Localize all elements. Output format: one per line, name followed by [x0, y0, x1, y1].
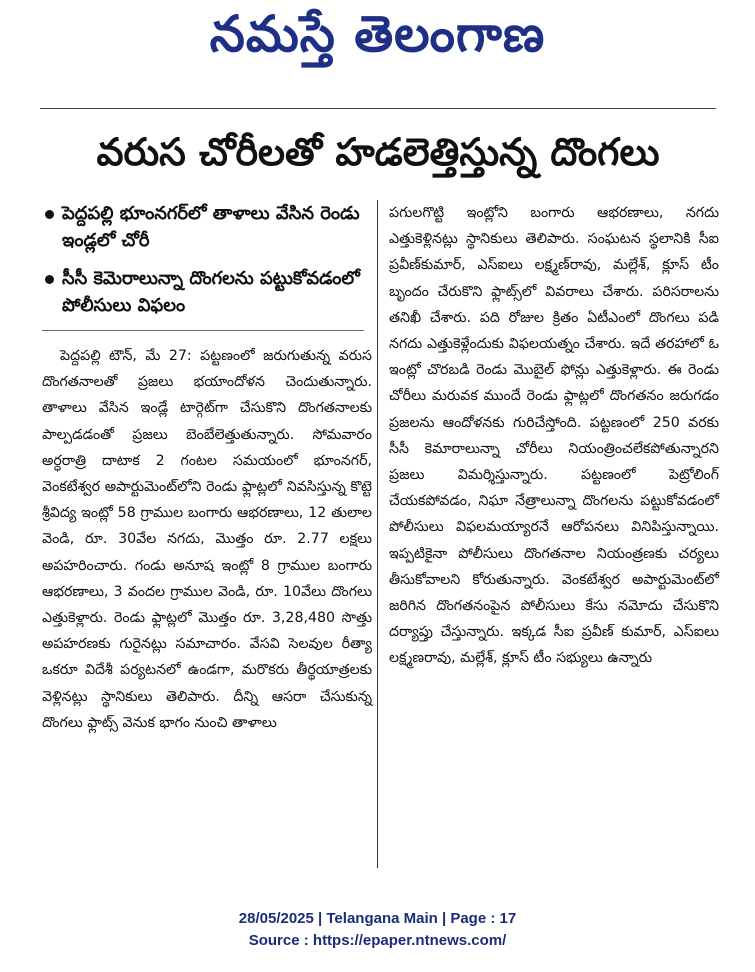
footer-date-edition: 28/05/2025 | Telangana Main | Page : 17 — [238, 910, 517, 927]
masthead-title: నమస్తే తెలంగాణ — [209, 4, 546, 63]
right-column-text: పగులగొట్టి ఇంట్లోని బంగారు ఆభరణాలు, నగదు ఎత్తుకెళ్లినట్లు స్థానికులు తెలిపారు. సంఘటన స్థలానికి సీఐ ప్రవీణ్‌కుమార్, ఎస్ఐలు లక్ష్మణ్‌రావు, మల్లేశ్, క్లూస్ టీం బృందం చేరుకొని ఫ్లాట్స్‌లో వివరాలు చేశారు. పరిసరాలను తనిఖీ చేశారు. పది రోజుల క్రితం ఏటీఎంలో దొంగలు పడి నగదు ఎత్తుకెళ్లేందుకు విఫలయత్నం చేశారు. ఇదే తరహాలో ఓ ఇంట్లో చొరబడి రెండు మొబైల్ ఫోన్లు ఎత్తుకెళ్లారు. ఈ రెండు చోరీలు మరువక ముందే రెండు ఫ్లాట్లలో దొంగతనం జరుగడం ప్రజలను ఆందోళనకు గురిచేస్తోంది. పట్టణంలో 250 వరకు సీసీ కెమారాలున్నా చోరీలు నియంత్రించలేకపోతున్నారని ప్రజలు విమర్శిస్తున్నారు. పట్టణంలో పెట్రోలింగ్ చేయకపోవడం, నిఘా నేత్రాలున్నా దొంగలను పట్టుకోవడంలో పోలీసులు విఫలమయ్యారనే ఆరోపనలు వినిపిస్తున్నాయి. ఇప్పటికైనా పోలీసులు దొంగతనాల నియంత్రణకు చర్యలు తీసుకోవాలని కోరుతున్నారు. వెంకటేశ్వర అపార్టుమెంట్‌లో జరిగిన దొంగతనంపైన పోలీసులు కేసు నమోదు చేసుకొని దర్యాప్తు చేస్తున్నారు. ఇక్కడ సీఐ ప్రవీణ్ కుమార్, ఎస్ఐలు లక్ష్మణరావు, మల్లేశ్, క్లూస్ టీం సభ్యులు ఉన్నారు — [389, 205, 719, 667]
masthead — [0, 0, 755, 80]
bullet-item: పెద్దపల్లి భూంనగర్‌లో తాళాలు వేసిన రెండు ఇండ్లలో చోరీ — [42, 200, 372, 254]
left-column-text: పెద్దపల్లి టౌన్, మే 27: పట్టణంలో జరుగుతున్న వరుస దొంగతనాలతో ప్రజలు భయాందోళన చెందుతున్నారు. తాళాలు వేసిన ఇండ్లే టార్గెట్‌గా చేసుకొని దొంగతనాలకు పాల్పడడంతో ప్రజలు బెంబేలెత్తుతున్నారు. సోమవారం అర్ధరాత్రి దాటాక 2 గంటల సమయంలో భూంనగర్, వెంకటేశ్వర అపార్టుమెంట్‌లోని రెండు ఫ్లాట్లలో నివసిస్తున్న కొట్టె శ్రీవిద్య ఇంట్లో 58 గ్రాముల బంగారు ఆభరణాలు, 12 తులాల వెండి, రూ. 30వేల నగదు, మొత్తం రూ. 2.77 లక్షలు అపహరించారు. గండు అనూష ఇంట్లో 8 గ్రాముల బంగారు ఆభరణాలు, 3 వందల గ్రాముల వెండి, రూ. 10వేలు దొంగలు ఎత్తుకెళ్లారు. రెండు ఫ్లాట్లలో మొత్తం రూ. 3,28,480 సొత్తు అపహరణకు గురైనట్లు సమాచారం. వేసవి సెలవుల రీత్యా ఒకరూ విదేశీ పర్యటనలో ఉండగా, మరొకరు తీర్థయాత్రలకు వెళ్లినట్లు స్థానికులు తెలిపారు. దీన్ని ఆసరా చేసుకున్న దొంగలు ఫ్లాట్స్ వెనుక భాగం నుంచి తాళాలు — [42, 348, 372, 731]
right-column — [389, 200, 719, 672]
column-divider — [377, 200, 378, 868]
bullets-separator — [42, 330, 364, 331]
left-column — [42, 200, 372, 736]
highlight-bullets — [42, 200, 372, 319]
bullet-item: సీసీ కెమెరాలున్నా దొంగలను పట్టుకోవడంలో పోలీసులు విఫలం — [42, 265, 372, 319]
footer-source: Source : https://epaper.ntnews.com/ — [248, 932, 507, 949]
article-headline: వరుస చోరీలతో హడలెత్తిస్తున్న దొంగలు — [96, 130, 660, 174]
top-rule — [40, 108, 716, 109]
